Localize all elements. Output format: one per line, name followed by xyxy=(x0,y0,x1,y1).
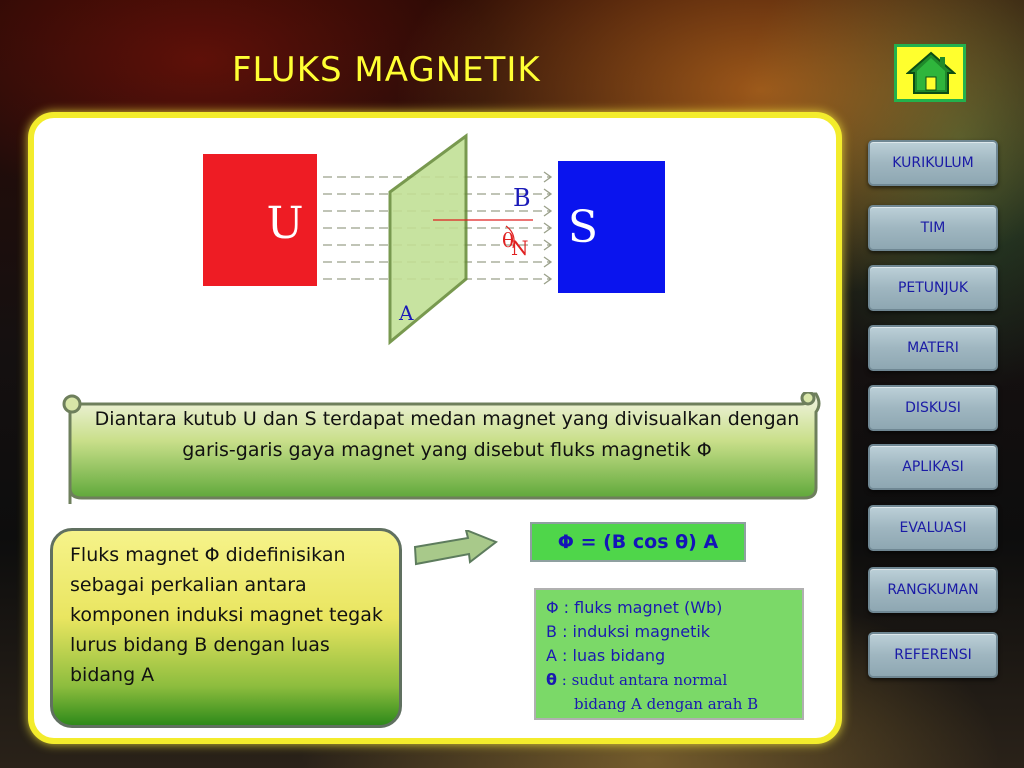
south-pole-label: S xyxy=(567,202,599,253)
label-a: A xyxy=(399,301,414,325)
nav-rangkuman-button[interactable]: RANGKUMAN xyxy=(868,567,998,613)
symbol-legend xyxy=(534,588,804,720)
legend-b: B : induksi magnetik xyxy=(546,622,711,641)
home-button[interactable] xyxy=(894,44,966,102)
magnetic-flux-diagram xyxy=(195,130,675,350)
nav-kurikulum-button[interactable]: KURIKULUM xyxy=(868,140,998,186)
north-pole-label: U xyxy=(266,198,304,249)
legend-theta-text2: bidang A dengan arah B xyxy=(574,695,759,713)
legend-theta xyxy=(546,668,802,692)
legend-theta-symbol: θ xyxy=(546,670,557,689)
house-icon xyxy=(906,51,956,95)
page-title: FLUKS MAGNETIK xyxy=(232,50,541,90)
legend-theta-text: : sudut antara normal xyxy=(557,671,728,689)
nav-evaluasi-button[interactable]: EVALUASI xyxy=(868,505,998,551)
scroll-text: Diantara kutub U dan S terdapat medan magnet yang divisualkan dengan garis-garis gaya magnet yang disebut fluks magnetik Φ xyxy=(94,408,800,461)
formula-box: Φ = (B cos θ) A xyxy=(530,522,746,562)
nav-tim-button[interactable]: TIM xyxy=(868,205,998,251)
right-arrow-icon xyxy=(412,530,498,570)
nav-referensi-button[interactable]: REFERENSI xyxy=(868,632,998,678)
nav-aplikasi-button[interactable]: APLIKASI xyxy=(868,444,998,490)
label-n: N xyxy=(511,236,529,260)
nav-diskusi-button[interactable]: DISKUSI xyxy=(868,385,998,431)
legend-a: A : luas bidang xyxy=(546,646,666,665)
definition-text: Fluks magnet Φ didefinisikan sebagai perkalian antara komponen induksi magnet tegak lurus bidang B dengan luas bidang A xyxy=(70,544,383,686)
nav-materi-button[interactable]: MATERI xyxy=(868,325,998,371)
legend-phi: Φ : fluks magnet (Wb) xyxy=(546,598,723,617)
nav-petunjuk-button[interactable]: PETUNJUK xyxy=(868,265,998,311)
label-theta: θ xyxy=(502,228,515,252)
label-b: B xyxy=(513,184,531,212)
